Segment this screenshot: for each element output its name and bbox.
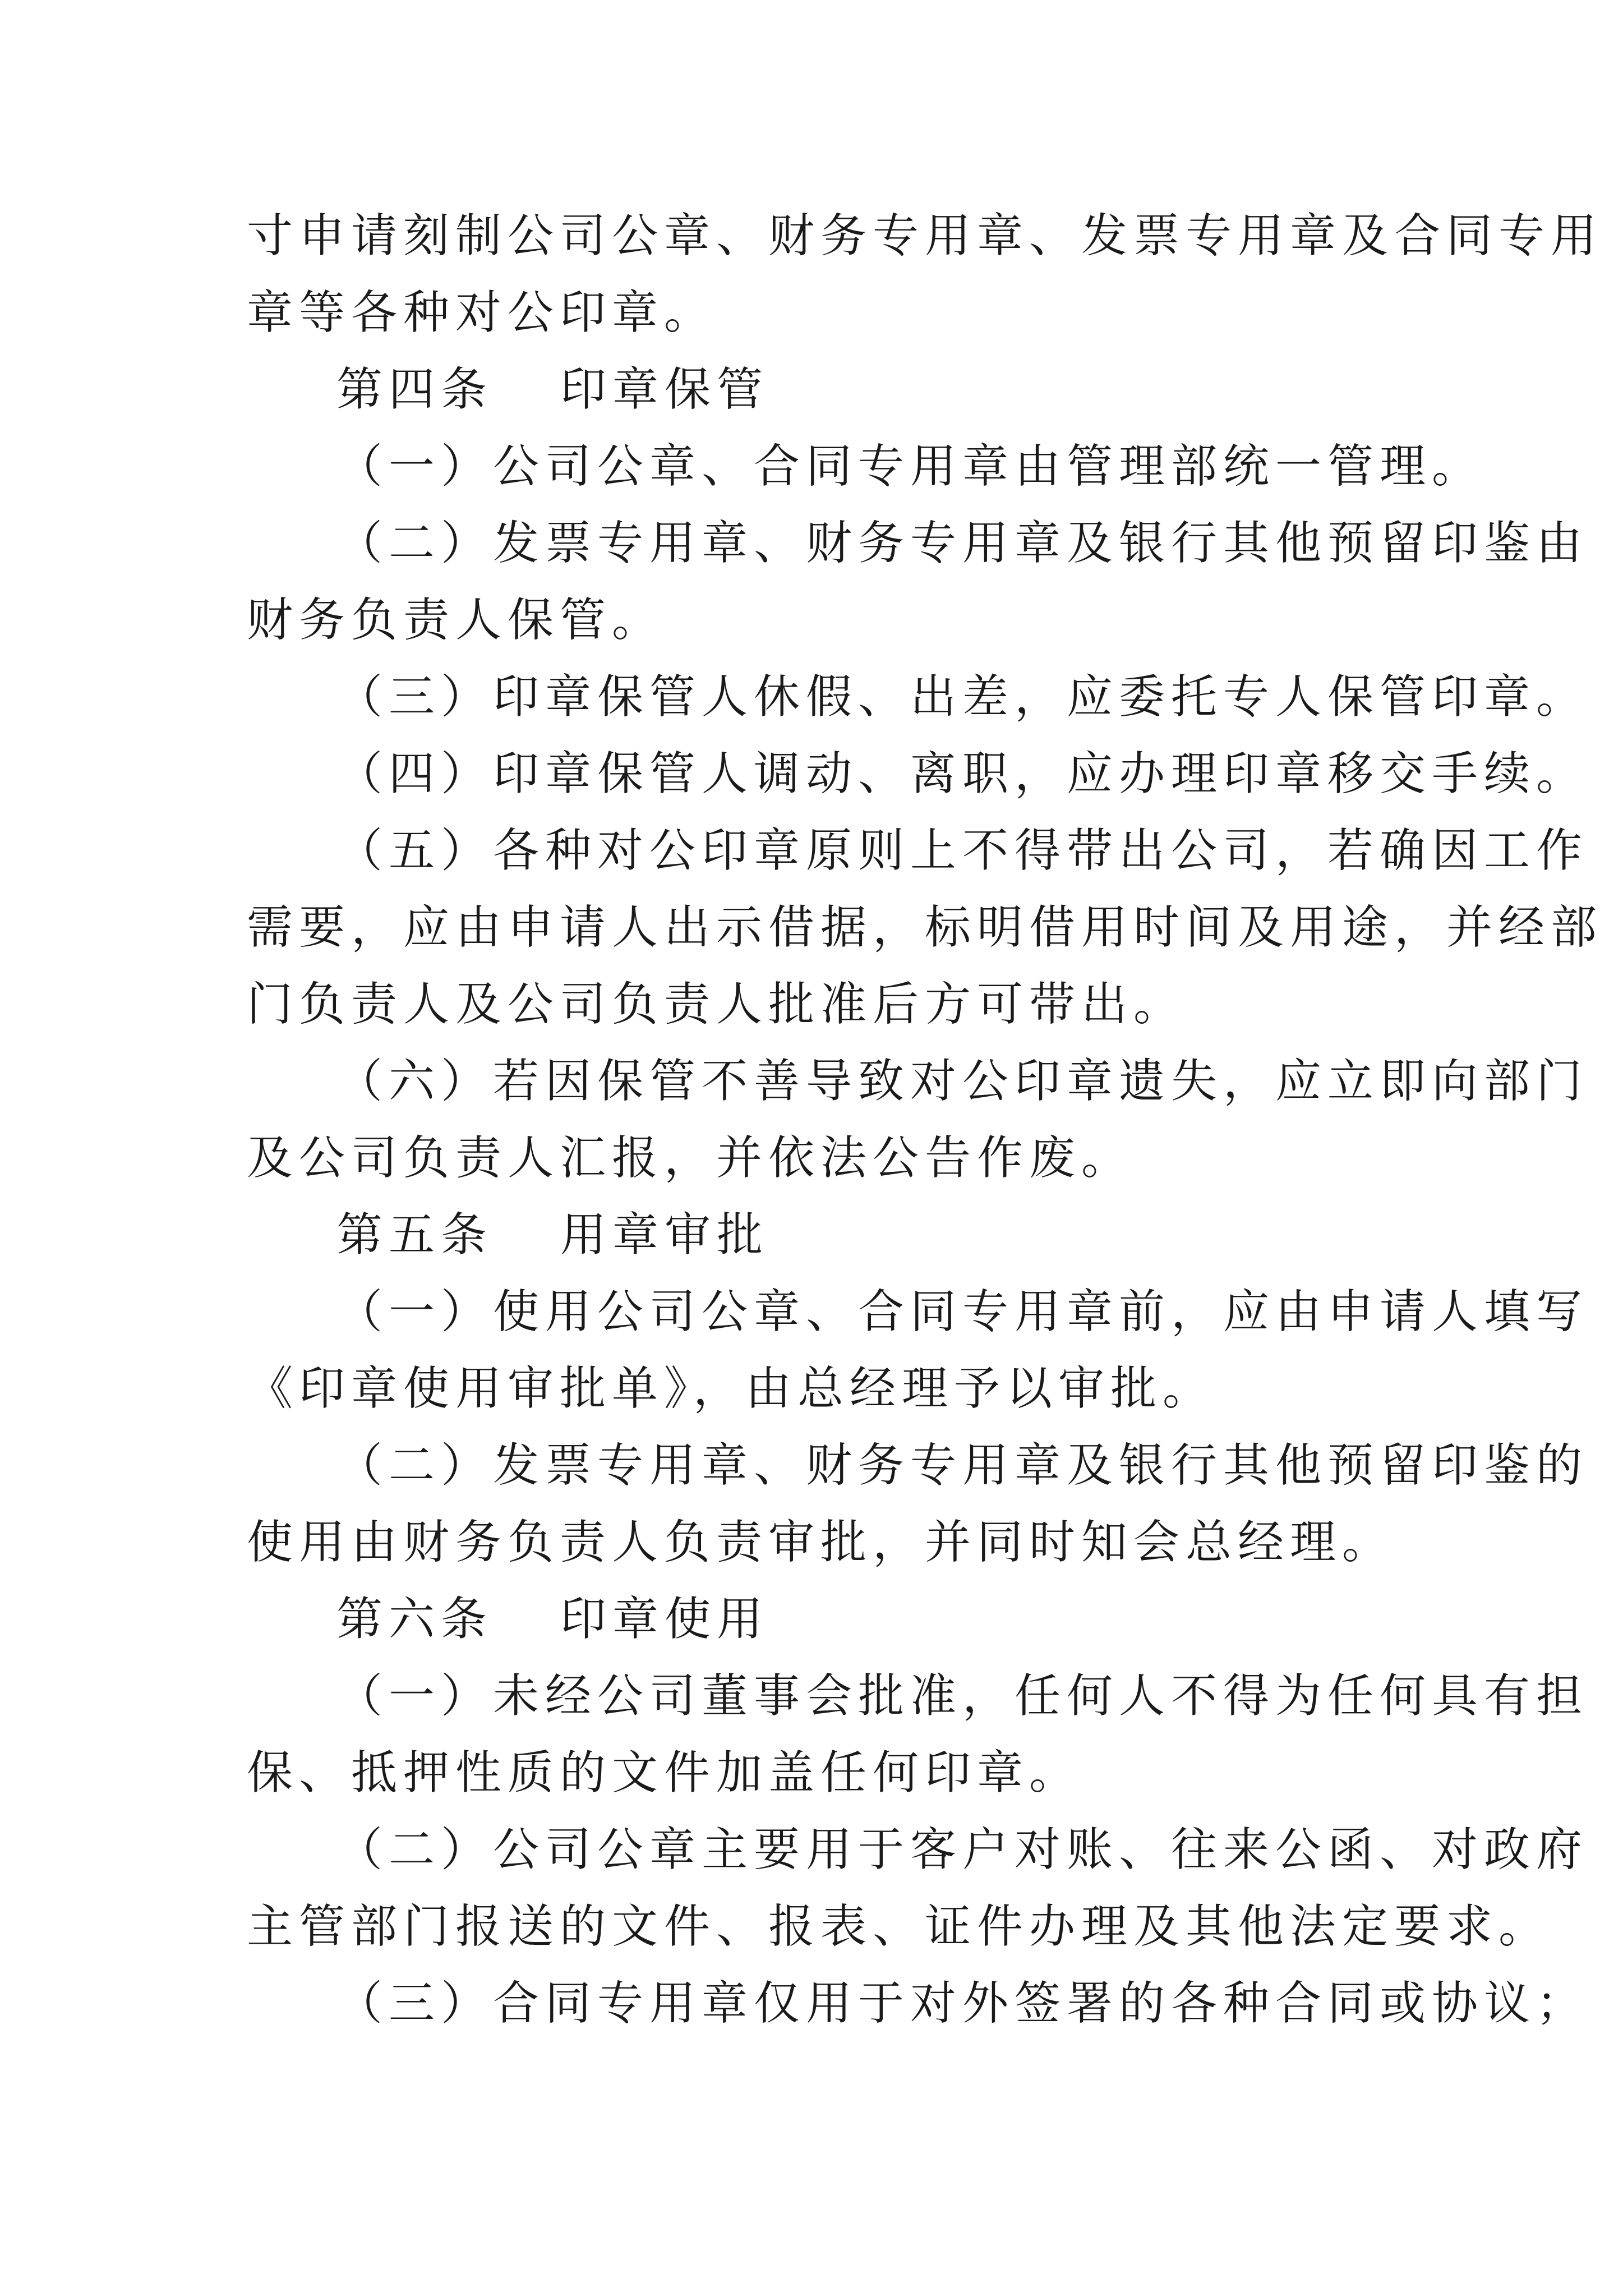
body-line: （六）若因保管不善导致对公印章遗失，应立即向部门 xyxy=(336,1055,1589,1108)
article-number: 第四条 xyxy=(336,363,494,416)
body-line: （二）公司公章主要用于客户对账、往来公函、对政府 xyxy=(336,1823,1589,1876)
body-line: 及公司负责人汇报，并依法公告作废。 xyxy=(247,1131,1134,1185)
body-line: 保、抵押性质的文件加盖任何印章。 xyxy=(247,1746,1082,1800)
article-heading xyxy=(247,1581,1391,1658)
body-line: 财务负责人保管。 xyxy=(247,593,665,647)
body-line: 寸申请刻制公司公章、财务专用章、发票专用章及合同专用 xyxy=(247,209,1603,263)
document-body xyxy=(247,197,1603,2042)
body-line: （五）各种对公印章原则上不得带出公司，若确因工作 xyxy=(336,824,1589,877)
body-line: （一）未经公司董事会批准，任何人不得为任何具有担 xyxy=(336,1669,1589,1723)
body-line: 主管部门报送的文件、报表、证件办理及其他法定要求。 xyxy=(247,1900,1551,1953)
body-line: （四）印章保管人调动、离职，应办理印章移交手续。 xyxy=(336,747,1589,800)
article-title: 印章保管 xyxy=(560,363,769,416)
body-line: （三）合同专用章仅用于对外签署的各种合同或协议； xyxy=(336,1977,1589,2030)
body-line: 章等各种对公印章。 xyxy=(247,286,717,339)
body-line: （一）使用公司公章、合同专用章前，应由申请人填写 xyxy=(336,1285,1589,1338)
body-line: 门负责人及公司负责人批准后方可带出。 xyxy=(247,978,1186,1031)
body-line: 《印章使用审批单》，由总经理予以审批。 xyxy=(247,1362,1215,1415)
article-title: 印章使用 xyxy=(560,1593,769,1646)
article-title: 用章审批 xyxy=(560,1208,769,1262)
article-heading xyxy=(247,351,1391,428)
body-line: （二）发票专用章、财务专用章及银行其他预留印鉴由 xyxy=(336,517,1589,570)
article-heading xyxy=(247,1197,1391,1273)
body-line: （三）印章保管人休假、出差，应委托专人保管印章。 xyxy=(336,670,1589,724)
body-line: 使用由财务负责人负责审批，并同时知会总经理。 xyxy=(247,1516,1395,1569)
body-line: （一）公司公章、合同专用章由管理部统一管理。 xyxy=(336,440,1484,493)
article-number: 第五条 xyxy=(336,1208,494,1262)
body-line: 需要，应由申请人出示借据，标明借用时间及用途，并经部 xyxy=(247,901,1603,954)
body-line: （二）发票专用章、财务专用章及银行其他预留印鉴的 xyxy=(336,1439,1589,1492)
article-number: 第六条 xyxy=(336,1593,494,1646)
